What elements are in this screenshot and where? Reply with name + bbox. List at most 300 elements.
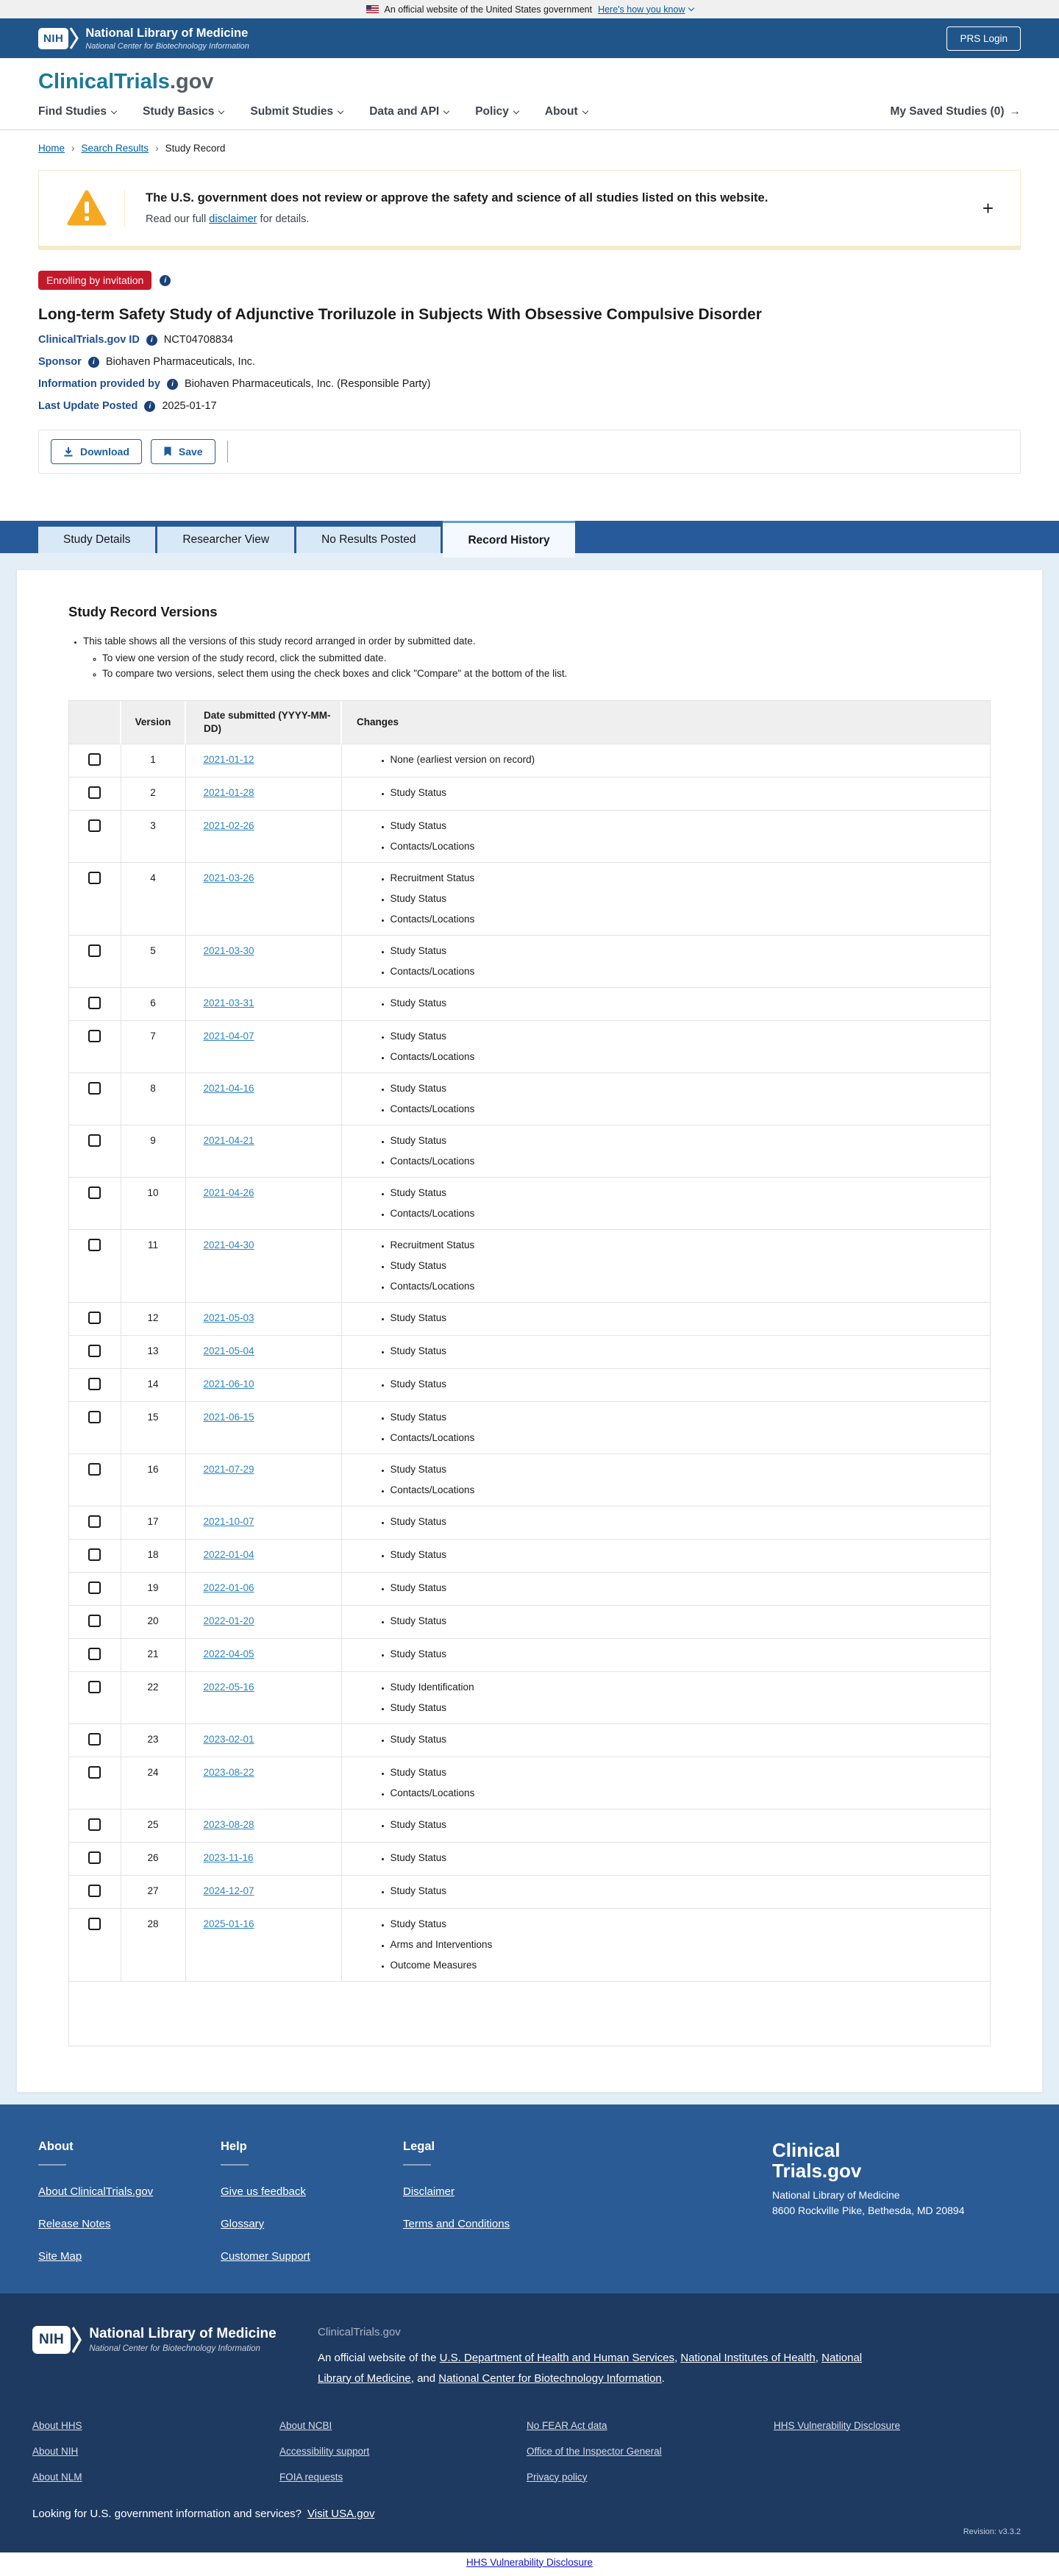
change-item: • Recruitment Status <box>391 1235 991 1256</box>
disclaimer-text-block <box>146 191 768 225</box>
change-item: • Study Status <box>391 1729 991 1750</box>
hhs-link[interactable]: U.S. Department of Health and Human Services <box>439 2352 674 2364</box>
versions-instructions <box>68 633 991 681</box>
table-row <box>69 1724 990 1757</box>
table-row <box>69 1909 990 1982</box>
version-checkbox[interactable] <box>88 1648 101 1660</box>
version-checkbox[interactable] <box>88 1411 101 1423</box>
version-checkbox[interactable] <box>88 1681 101 1693</box>
version-number: 11 <box>121 1230 185 1303</box>
footer-link-customer-support[interactable]: Customer Support <box>221 2250 310 2263</box>
footer-official-statement: ClinicalTrials.gov An official website of the U.S. Department of Health and Human Services, National Institutes of Health, National Library of Medicine, and National Center for Biotechnology Information. <box>318 2326 891 2389</box>
version-checkbox[interactable] <box>88 1134 101 1147</box>
table-row <box>69 863 990 936</box>
site-footer <box>0 2104 1059 2294</box>
chevron-down-icon <box>218 107 224 113</box>
version-checkbox[interactable] <box>88 1463 101 1476</box>
change-item: • Contacts/Locations <box>391 1099 991 1120</box>
subfooter-link-foia-requests[interactable]: FOIA requests <box>279 2471 343 2483</box>
changes-list <box>357 1512 991 1532</box>
breadcrumb-home-link[interactable]: Home <box>38 143 65 154</box>
footer-brand-line2: Trials.gov <box>772 2160 862 2182</box>
change-item: • Study Status <box>391 1914 991 1935</box>
footer-link-about-clinicaltrials[interactable]: About ClinicalTrials.gov <box>38 2185 154 2198</box>
change-item: • Study Status <box>391 1578 991 1598</box>
checkbox-column-header <box>69 701 121 744</box>
disclaimer-link[interactable]: disclaimer <box>209 213 257 225</box>
nlm-footer <box>0 2294 1059 2552</box>
ncbi-subtitle: National Center for Biotechnology Information <box>85 41 249 51</box>
version-checkbox[interactable] <box>88 1548 101 1561</box>
version-checkbox[interactable] <box>88 1186 101 1199</box>
breadcrumb-search-results-link[interactable]: Search Results <box>81 143 149 154</box>
version-number: 6 <box>121 988 185 1021</box>
nih-logo-icon: NIH <box>38 28 68 49</box>
change-item: • Study Status <box>391 1308 991 1328</box>
table-header-row <box>69 701 990 744</box>
table-row <box>69 1369 990 1402</box>
subfooter-link-inspector-general[interactable]: Office of the Inspector General <box>527 2445 662 2457</box>
version-date-link[interactable]: 2021-01-28 <box>203 787 254 798</box>
change-item: • Contacts/Locations <box>391 1151 991 1172</box>
changes-list <box>357 1235 991 1297</box>
version-date-link[interactable]: 2021-05-04 <box>203 1345 254 1356</box>
breadcrumb-current: Study Record <box>165 143 226 154</box>
changes-list <box>357 1459 991 1501</box>
changes-list <box>357 1762 991 1804</box>
subfooter-link-about-ncbi[interactable]: About NCBI <box>279 2419 332 2431</box>
nct-id-value: NCT04708834 <box>163 334 234 346</box>
version-date-link[interactable]: 2021-01-12 <box>203 754 254 765</box>
table-row <box>69 1606 990 1639</box>
nav-find-studies[interactable]: Find Studies <box>38 105 116 118</box>
tab-study-details[interactable]: Study Details <box>38 527 155 553</box>
subfooter-link-about-nlm[interactable]: About NLM <box>32 2471 82 2483</box>
version-date-link[interactable]: 2024-12-07 <box>203 1885 254 1896</box>
change-item: • Study Status <box>391 993 991 1014</box>
table-row <box>69 1021 990 1073</box>
chevron-down-icon <box>688 5 693 11</box>
tab-record-history[interactable]: Record History <box>443 521 574 558</box>
changes-list <box>357 783 991 803</box>
version-date-link[interactable]: 2021-03-26 <box>203 872 254 883</box>
footer-link-columns <box>32 2420 1021 2497</box>
version-checkbox[interactable] <box>88 1918 101 1930</box>
version-date-link[interactable]: 2023-08-28 <box>203 1819 254 1830</box>
version-checkbox[interactable] <box>88 1378 101 1390</box>
instruction-item: • This table shows all the versions of this study record arranged in order by submitted date. <box>83 633 991 649</box>
version-date-link[interactable]: 2021-05-03 <box>203 1312 254 1323</box>
change-item: • Study Status <box>391 1512 991 1532</box>
version-date-link[interactable]: 2023-02-01 <box>203 1734 254 1745</box>
table-row <box>69 1402 990 1454</box>
changes-list <box>357 1545 991 1565</box>
nlm-footer-logo[interactable] <box>32 2326 318 2389</box>
nct-id-label: ClinicalTrials.gov ID <box>38 334 140 346</box>
info-icon[interactable] <box>88 357 99 368</box>
table-row <box>69 1540 990 1573</box>
gov-banner <box>0 0 1059 18</box>
version-checkbox[interactable] <box>88 753 101 766</box>
changes-list <box>357 1644 991 1665</box>
change-item: • Study Status <box>391 1848 991 1868</box>
nav-about[interactable]: About <box>545 105 588 118</box>
version-date-link[interactable]: 2021-07-29 <box>203 1464 254 1475</box>
version-checkbox[interactable] <box>88 1615 101 1627</box>
change-item: • Study Status <box>391 1374 991 1395</box>
government-disclaimer-banner <box>38 170 1021 250</box>
record-history-panel <box>0 553 1059 2104</box>
table-row <box>69 1336 990 1369</box>
revision-label: Revision: v3.3.2 <box>963 2527 1021 2536</box>
expand-disclaimer-button[interactable]: + <box>974 199 1002 218</box>
nih-logo-chevron-icon <box>70 27 79 49</box>
nlm-title-block <box>85 26 249 51</box>
change-item: • Study Status <box>391 1698 991 1718</box>
change-item: • Contacts/Locations <box>391 1428 991 1448</box>
change-item: • Study Status <box>391 1815 991 1835</box>
nav-data-and-api[interactable]: Data and API <box>369 105 449 118</box>
change-item: • None (earliest version on record) <box>391 750 991 770</box>
version-checkbox[interactable] <box>88 1851 101 1864</box>
version-number: 8 <box>121 1073 185 1125</box>
footer-link-release-notes[interactable]: Release Notes <box>38 2218 111 2230</box>
footer-link-site-map[interactable]: Site Map <box>38 2250 82 2263</box>
study-meta <box>38 334 1021 412</box>
nlm-link[interactable]: National Library of Medicine <box>318 2352 863 2385</box>
bottom-strip <box>0 2552 1059 2576</box>
version-checkbox[interactable] <box>88 997 101 1009</box>
nav-policy[interactable]: Policy <box>475 105 518 118</box>
arrow-right-icon: → <box>1009 105 1021 118</box>
ncbi-link[interactable]: National Center for Biotechnology Information <box>438 2372 662 2385</box>
last-update-posted-value: 2025-01-17 <box>162 400 217 412</box>
breadcrumb-separator: › <box>155 143 159 154</box>
my-saved-studies-link[interactable]: My Saved Studies (0) → <box>890 105 1021 118</box>
version-date-link[interactable]: 2022-05-16 <box>203 1682 254 1693</box>
version-date-link[interactable]: 2021-10-07 <box>203 1516 254 1527</box>
changes-list <box>357 1026 991 1067</box>
instruction-item: ◦ To compare two versions, select them using the check boxes and click "Compare" at the bottom of the list. <box>102 666 991 681</box>
changes-list <box>357 1183 991 1224</box>
nlm-footer-title-block: National Library of Medicine National Center for Biotechnology Information <box>89 2326 277 2353</box>
subfooter-link-about-nih[interactable]: About NIH <box>32 2445 79 2457</box>
table-row <box>69 1757 990 1810</box>
change-item: • Study Status <box>391 1341 991 1362</box>
version-checkbox[interactable] <box>88 1345 101 1357</box>
footer-site-name: ClinicalTrials.gov <box>318 2326 401 2338</box>
changes-list <box>357 1881 991 1901</box>
changes-list <box>357 1848 991 1868</box>
change-item: • Study Status <box>391 1644 991 1665</box>
version-date-link[interactable]: 2023-11-16 <box>203 1852 254 1863</box>
change-item: • Contacts/Locations <box>391 909 991 930</box>
table-row <box>69 936 990 988</box>
version-number: 25 <box>121 1810 185 1843</box>
chevron-down-icon <box>111 107 117 113</box>
version-number: 28 <box>121 1909 185 1982</box>
version-number: 22 <box>121 1672 185 1724</box>
official-website-text: An official website of the United States government <box>384 4 593 15</box>
study-record-versions-card <box>16 569 1043 2093</box>
table-row <box>69 1672 990 1724</box>
table-row <box>69 1843 990 1876</box>
clinicaltrials-logo[interactable] <box>38 70 1021 94</box>
tab-no-results-posted[interactable]: No Results Posted <box>296 527 441 553</box>
changes-list <box>357 1407 991 1448</box>
changes-list <box>357 1374 991 1395</box>
version-number: 21 <box>121 1639 185 1672</box>
table-row <box>69 1125 990 1178</box>
version-number: 18 <box>121 1540 185 1573</box>
table-row <box>69 1639 990 1672</box>
changes-list <box>357 993 991 1014</box>
subfooter-link-accessibility-support[interactable]: Accessibility support <box>279 2445 370 2457</box>
version-date-link[interactable]: 2023-08-22 <box>203 1767 254 1778</box>
version-checkbox[interactable] <box>88 1766 101 1779</box>
change-item: • Contacts/Locations <box>391 1276 991 1297</box>
info-icon[interactable] <box>144 401 155 412</box>
table-row <box>69 1454 990 1506</box>
version-checkbox[interactable] <box>88 1312 101 1324</box>
brand-primary: ClinicalTrials <box>38 70 170 93</box>
version-date-link[interactable]: 2021-04-26 <box>203 1187 254 1198</box>
heres-how-you-know-link[interactable]: Here's how you know <box>598 4 693 15</box>
last-update-posted-label: Last Update Posted <box>38 400 138 412</box>
version-date-link[interactable]: 2025-01-16 <box>203 1918 254 1929</box>
info-icon[interactable] <box>146 335 157 346</box>
nlm-logo[interactable] <box>38 26 249 51</box>
info-icon[interactable] <box>167 379 178 390</box>
version-number: 3 <box>121 811 185 863</box>
change-item: • Contacts/Locations <box>391 961 991 982</box>
usa-gov-text: Looking for U.S. government information and services? <box>32 2507 302 2520</box>
bookmark-icon <box>163 446 172 457</box>
version-column-header: Version <box>121 701 185 744</box>
version-date-link[interactable]: 2021-04-30 <box>203 1239 254 1250</box>
version-checkbox[interactable] <box>88 1733 101 1746</box>
changes-list <box>357 941 991 982</box>
version-date-link[interactable]: 2022-01-04 <box>203 1549 254 1560</box>
version-checkbox[interactable] <box>88 1239 101 1251</box>
tab-researcher-view[interactable]: Researcher View <box>157 527 294 553</box>
subfooter-link-hhs-vulnerability-disclosure[interactable]: HHS Vulnerability Disclosure <box>774 2419 901 2431</box>
changes-list <box>357 1308 991 1328</box>
version-checkbox[interactable] <box>88 786 101 799</box>
brand-suffix: .gov <box>169 70 214 93</box>
footer-link-give-us-feedback[interactable]: Give us feedback <box>221 2185 306 2198</box>
version-date-link[interactable]: 2021-06-10 <box>203 1378 254 1390</box>
main-nav <box>0 105 1059 130</box>
change-item: • Study Status <box>391 1256 991 1276</box>
version-number: 13 <box>121 1336 185 1369</box>
footer-brand-line1: Clinical <box>772 2139 841 2161</box>
sponsor-value: Biohaven Pharmaceuticals, Inc. <box>105 356 255 368</box>
table-row <box>69 1073 990 1125</box>
version-date-link[interactable]: 2022-01-20 <box>203 1615 254 1626</box>
changes-list <box>357 816 991 857</box>
version-date-link[interactable]: 2021-04-16 <box>203 1083 254 1094</box>
version-number: 19 <box>121 1573 185 1606</box>
version-date-link[interactable]: 2022-04-05 <box>203 1648 254 1659</box>
version-checkbox[interactable] <box>88 1515 101 1528</box>
chevron-down-icon <box>513 107 519 113</box>
versions-table-body <box>69 744 990 1982</box>
date-column-header: Date submitted (YYYY-MM-DD) <box>185 701 341 744</box>
changes-column-header: Changes <box>341 701 990 744</box>
nih-link[interactable]: National Institutes of Health <box>680 2352 816 2364</box>
version-checkbox[interactable] <box>88 1581 101 1594</box>
version-number: 15 <box>121 1402 185 1454</box>
change-item: • Study Status <box>391 1459 991 1480</box>
table-row <box>69 1303 990 1336</box>
version-number: 10 <box>121 1178 185 1230</box>
versions-table <box>68 700 991 2046</box>
change-item: • Study Status <box>391 1881 991 1901</box>
sponsor-label: Sponsor <box>38 356 82 368</box>
version-checkbox[interactable] <box>88 872 101 884</box>
nih-header <box>0 18 1059 58</box>
table-row <box>69 1506 990 1540</box>
information-provided-by-value: Biohaven Pharmaceuticals, Inc. (Responsible Party) <box>184 378 431 390</box>
chevron-down-icon <box>582 107 588 113</box>
table-row <box>69 1876 990 1909</box>
divider <box>227 441 228 463</box>
chevron-down-icon <box>443 107 449 113</box>
version-date-link[interactable]: 2021-02-26 <box>203 820 254 831</box>
change-item: • Contacts/Locations <box>391 1047 991 1067</box>
nav-submit-studies[interactable]: Submit Studies <box>250 105 343 118</box>
subfooter-link-no-fear-act[interactable]: No FEAR Act data <box>527 2419 607 2431</box>
version-number: 23 <box>121 1724 185 1757</box>
study-title: Long-term Safety Study of Adjunctive Troriluzole in Subjects With Obsessive Compulsive Disorder <box>38 306 762 323</box>
version-number: 7 <box>121 1021 185 1073</box>
information-provided-by-label: Information provided by <box>38 378 160 390</box>
version-number: 1 <box>121 744 185 778</box>
site-header <box>0 58 1059 130</box>
version-number: 17 <box>121 1506 185 1540</box>
disclaimer-read-prefix: Read our full <box>146 213 210 225</box>
save-button[interactable]: Save <box>151 439 215 464</box>
breadcrumb <box>38 130 1021 161</box>
change-item: • Contacts/Locations <box>391 836 991 857</box>
change-item: • Study Status <box>391 816 991 836</box>
change-item: • Study Status <box>391 1078 991 1099</box>
change-item: • Study Status <box>391 1611 991 1632</box>
table-row <box>69 1810 990 1843</box>
change-item: • Study Status <box>391 1545 991 1565</box>
official-statement-prefix: An official website of the <box>318 2352 440 2364</box>
version-checkbox[interactable] <box>88 1885 101 1897</box>
version-number: 2 <box>121 778 185 811</box>
version-date-link[interactable]: 2021-03-31 <box>203 997 254 1008</box>
table-row <box>69 778 990 811</box>
change-item: • Arms and Interventions <box>391 1935 991 1955</box>
version-checkbox[interactable] <box>88 944 101 957</box>
version-number: 9 <box>121 1125 185 1178</box>
chevron-down-icon <box>338 107 343 113</box>
change-item: • Outcome Measures <box>391 1955 991 1976</box>
changes-list <box>357 1131 991 1172</box>
change-item: • Study Status <box>391 889 991 909</box>
footer-address: National Library of Medicine 8600 Rockville Pike, Bethesda, MD 20894 <box>772 2189 965 2217</box>
version-number: 26 <box>121 1843 185 1876</box>
table-row <box>69 988 990 1021</box>
version-date-link[interactable]: 2021-06-15 <box>203 1412 254 1423</box>
footer-brand-block <box>772 2140 1015 2263</box>
version-checkbox[interactable] <box>88 1818 101 1831</box>
version-date-link[interactable]: 2021-03-30 <box>203 945 254 956</box>
table-row <box>69 744 990 778</box>
footer-about-heading: About <box>38 2140 221 2166</box>
recruitment-status-badge: Enrolling by invitation <box>38 271 151 290</box>
version-checkbox[interactable] <box>88 1030 101 1042</box>
version-date-link[interactable]: 2021-04-21 <box>203 1135 254 1146</box>
version-number: 4 <box>121 863 185 936</box>
section-heading: Study Record Versions <box>68 604 218 619</box>
footer-help-heading: Help <box>221 2140 403 2166</box>
changes-list <box>357 868 991 930</box>
divider <box>124 190 125 227</box>
version-number: 5 <box>121 936 185 988</box>
version-date-link[interactable]: 2021-04-07 <box>203 1031 254 1042</box>
changes-list <box>357 1078 991 1120</box>
footer-link-terms-and-conditions[interactable]: Terms and Conditions <box>403 2218 510 2230</box>
disclaimer-title: The U.S. government does not review or approve the safety and science of all studies listed on this website. <box>146 191 769 204</box>
version-checkbox[interactable] <box>88 1082 101 1095</box>
change-item: • Contacts/Locations <box>391 1783 991 1804</box>
changes-list <box>357 750 991 770</box>
change-item: • Contacts/Locations <box>391 1203 991 1224</box>
nih-logo-chevron-icon <box>72 2326 82 2354</box>
version-number: 12 <box>121 1303 185 1336</box>
subfooter-link-about-hhs[interactable]: About HHS <box>32 2419 82 2431</box>
change-item: • Study Status <box>391 783 991 803</box>
disclaimer-read-suffix: for details. <box>257 213 310 225</box>
changes-list <box>357 1578 991 1598</box>
change-item: • Contacts/Locations <box>391 1480 991 1501</box>
download-button[interactable]: Download <box>51 439 142 464</box>
visit-usa-gov-link[interactable]: Visit USA.gov <box>307 2507 375 2520</box>
version-date-link[interactable]: 2022-01-06 <box>203 1582 254 1593</box>
study-top-section <box>0 130 1059 474</box>
us-flag-icon <box>366 5 379 13</box>
nih-logo-icon: NIH <box>32 2326 71 2354</box>
table-row <box>69 1573 990 1606</box>
instruction-item: ◦ To view one version of the study record, click the submitted date. <box>102 650 991 666</box>
change-item: • Study Status <box>391 1762 991 1783</box>
changes-list <box>357 1729 991 1750</box>
table-footer-area <box>69 1981 990 2046</box>
hhs-vulnerability-disclosure-link[interactable]: HHS Vulnerability Disclosure <box>466 2556 593 2568</box>
nav-study-basics[interactable]: Study Basics <box>143 105 224 118</box>
breadcrumb-separator: › <box>71 143 75 154</box>
prs-login-button[interactable]: PRS Login <box>946 26 1021 51</box>
table-row <box>69 1230 990 1303</box>
version-number: 14 <box>121 1369 185 1402</box>
version-checkbox[interactable] <box>88 819 101 832</box>
info-icon[interactable] <box>160 275 171 286</box>
footer-link-disclaimer[interactable]: Disclaimer <box>403 2185 455 2198</box>
table-row <box>69 811 990 863</box>
change-item: • Study Identification <box>391 1677 991 1698</box>
footer-link-glossary[interactable]: Glossary <box>221 2218 265 2230</box>
version-number: 24 <box>121 1757 185 1810</box>
table-row <box>69 1178 990 1230</box>
change-item: • Study Status <box>391 1183 991 1203</box>
change-item: • Study Status <box>391 1131 991 1151</box>
subfooter-link-privacy-policy[interactable]: Privacy policy <box>527 2471 588 2483</box>
